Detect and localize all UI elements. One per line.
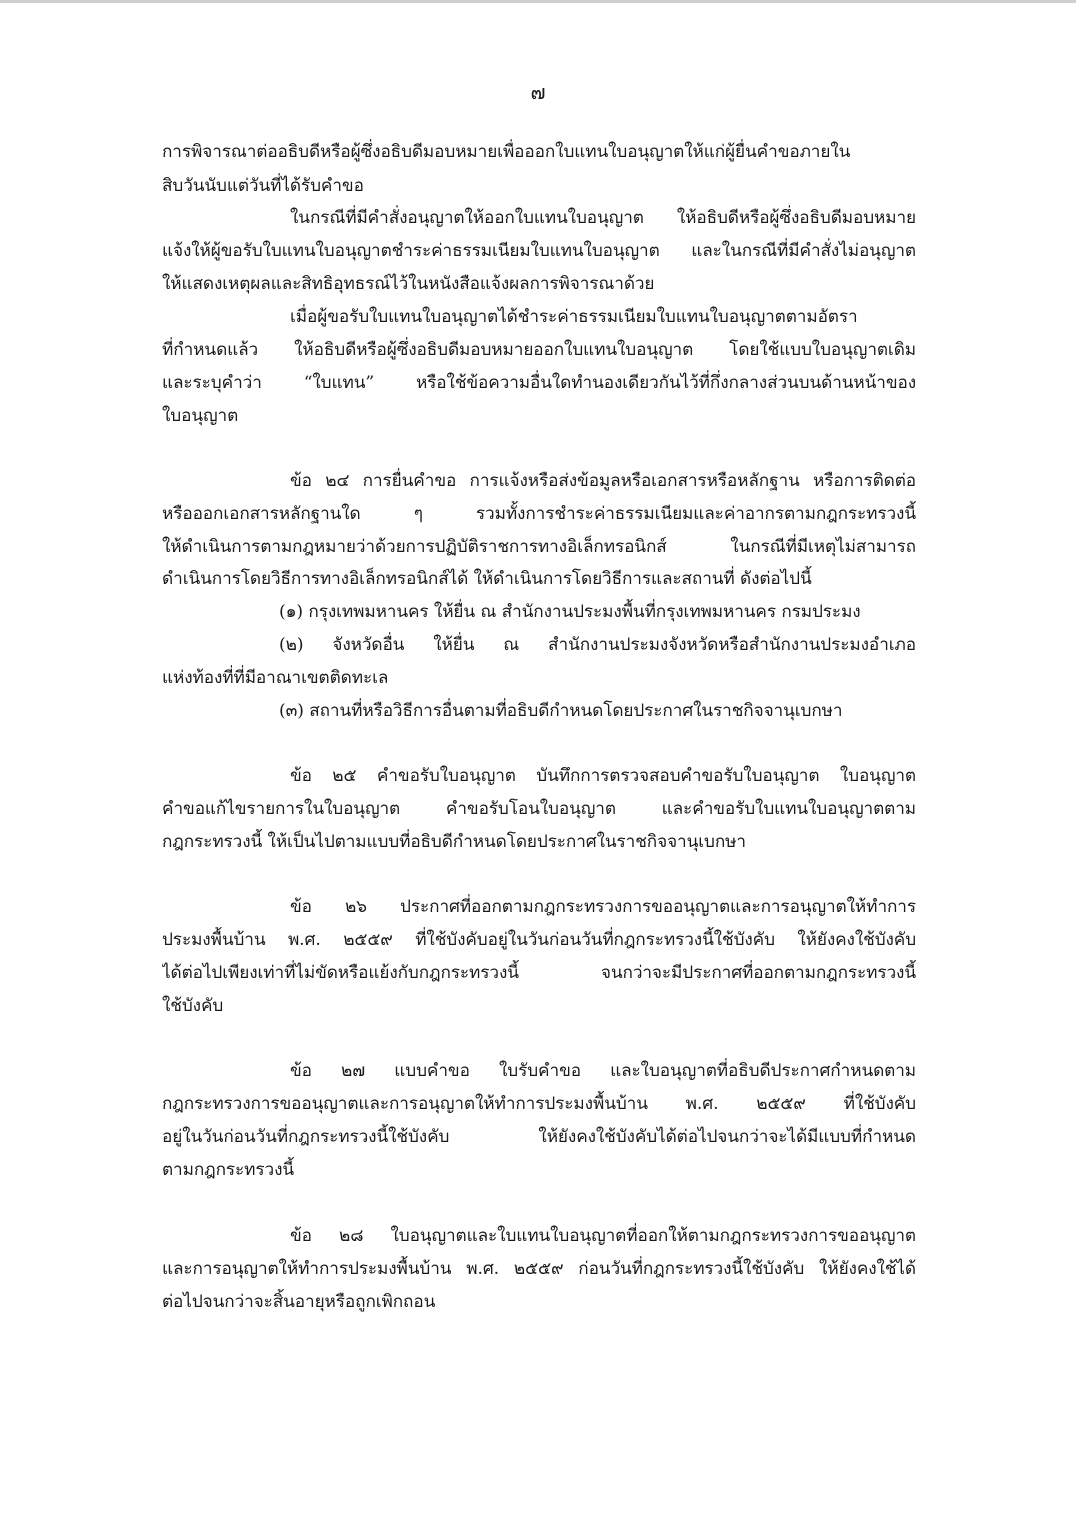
text-line: หรือออกเอกสารหลักฐานใด ๆ รวมทั้งการชำระค่าธรรมเนียมและค่าอากรตามกฎกระทรวงนี้ (162, 504, 916, 524)
text-line: ให้ดำเนินการตามกฎหมายว่าด้วยการปฏิบัติราชการทางอิเล็กทรอนิกส์ ในกรณีที่มีเหตุไม่สามารถ (162, 537, 916, 557)
text-line: การพิจารณาต่ออธิบดีหรือผู้ซึ่งอธิบดีมอบหมายเพื่อออกใบแทนใบอนุญาตให้แก่ผู้ยื่นคำขอภายใน (162, 142, 851, 162)
list-item: (๒) จังหวัดอื่น ให้ยื่น ณ สำนักงานประมงจังหวัดหรือสำนักงานประมงอำเภอ (279, 635, 916, 655)
text-line: ได้ต่อไปเพียงเท่าที่ไม่ขัดหรือแย้งกับกฎกระทรวงนี้ จนกว่าจะมีประกาศที่ออกตามกฎกระทรวงนี้ (162, 963, 916, 983)
clause-27-line: ข้อ ๒๗ แบบคำขอ ใบรับคำขอ และใบอนุญาตที่อธิบดีประกาศกำหนดตาม (290, 1061, 916, 1081)
text-line: ดำเนินการโดยวิธีการทางอิเล็กทรอนิกส์ได้ ให้ดำเนินการโดยวิธีการและสถานที่ ดังต่อไปนี้ (162, 569, 812, 589)
text-line: คำขอแก้ไขรายการในใบอนุญาต คำขอรับโอนใบอนุญาต และคำขอรับใบแทนใบอนุญาตตาม (162, 799, 916, 819)
text-line: ในกรณีที่มีคำสั่งอนุญาตให้ออกใบแทนใบอนุญาต ให้อธิบดีหรือผู้ซึ่งอธิบดีมอบหมาย (290, 208, 916, 228)
text-line: และการอนุญาตให้ทำการประมงพื้นบ้าน พ.ศ. ๒๕๕๙ ก่อนวันที่กฎกระทรวงนี้ใช้บังคับ ให้ยังคงใช้ได้ (162, 1259, 916, 1279)
text-line: ต่อไปจนกว่าจะสิ้นอายุหรือถูกเพิกถอน (162, 1292, 436, 1312)
clause-25-line: ข้อ ๒๕ คำขอรับใบอนุญาต บันทึกการตรวจสอบคำขอรับใบอนุญาต ใบอนุญาต (290, 766, 916, 786)
text-line: สิบวันนับแต่วันที่ได้รับคำขอ (162, 176, 364, 196)
text-line: กฎกระทรวงนี้ ให้เป็นไปตามแบบที่อธิบดีกำหนดโดยประกาศในราชกิจจานุเบกษา (162, 832, 746, 852)
text-line: ใช้บังคับ (162, 996, 224, 1016)
text-line: ตามกฎกระทรวงนี้ (162, 1160, 295, 1180)
page-top-edge (0, 0, 1076, 3)
text-line: และระบุคำว่า “ใบแทน” หรือใช้ข้อความอื่นใดทำนองเดียวกันไว้ที่กึ่งกลางส่วนบนด้านหน้าของ (162, 373, 916, 393)
text-line: ใบอนุญาต (162, 406, 239, 426)
text-line: ให้แสดงเหตุผลและสิทธิอุทธรณ์ไว้ในหนังสือแจ้งผลการพิจารณาด้วย (162, 274, 655, 294)
clause-24-line: ข้อ ๒๔ การยื่นคำขอ การแจ้งหรือส่งข้อมูลหรือเอกสารหรือหลักฐาน หรือการติดต่อ (290, 471, 916, 491)
text-line: ประมงพื้นบ้าน พ.ศ. ๒๕๕๙ ที่ใช้บังคับอยู่ในวันก่อนวันที่กฎกระทรวงนี้ใช้บังคับ ให้ยังคงใช้บังคับ (162, 930, 916, 950)
text-line: กฎกระทรวงการขออนุญาตและการอนุญาตให้ทำการประมงพื้นบ้าน พ.ศ. ๒๕๕๙ ที่ใช้บังคับ (162, 1094, 916, 1114)
list-item: (๑) กรุงเทพมหานคร ให้ยื่น ณ สำนักงานประมงพื้นที่กรุงเทพมหานคร กรมประมง (279, 602, 861, 622)
page-number: ๗ (530, 80, 546, 104)
text-line: ที่กำหนดแล้ว ให้อธิบดีหรือผู้ซึ่งอธิบดีมอบหมายออกใบแทนใบอนุญาต โดยใช้แบบใบอนุญาตเดิม (162, 340, 916, 360)
text-line: แห่งท้องที่ที่มีอาณาเขตติดทะเล (162, 668, 389, 688)
list-item: (๓) สถานที่หรือวิธีการอื่นตามที่อธิบดีกำหนดโดยประกาศในราชกิจจานุเบกษา (279, 701, 843, 721)
text-line: เมื่อผู้ขอรับใบแทนใบอนุญาตได้ชำระค่าธรรมเนียมใบแทนใบอนุญาตตามอัตรา (290, 307, 858, 327)
clause-28-line: ข้อ ๒๘ ใบอนุญาตและใบแทนใบอนุญาตที่ออกให้ตามกฎกระทรวงการขออนุญาต (290, 1226, 916, 1246)
text-line: แจ้งให้ผู้ขอรับใบแทนใบอนุญาตชำระค่าธรรมเนียมใบแทนใบอนุญาต และในกรณีที่มีคำสั่งไม่อนุญาต (162, 241, 916, 261)
text-line: อยู่ในวันก่อนวันที่กฎกระทรวงนี้ใช้บังคับ ให้ยังคงใช้บังคับได้ต่อไปจนกว่าจะได้มีแบบที่กำหนด (162, 1127, 916, 1147)
clause-26-line: ข้อ ๒๖ ประกาศที่ออกตามกฎกระทรวงการขออนุญาตและการอนุญาตให้ทำการ (290, 897, 916, 917)
